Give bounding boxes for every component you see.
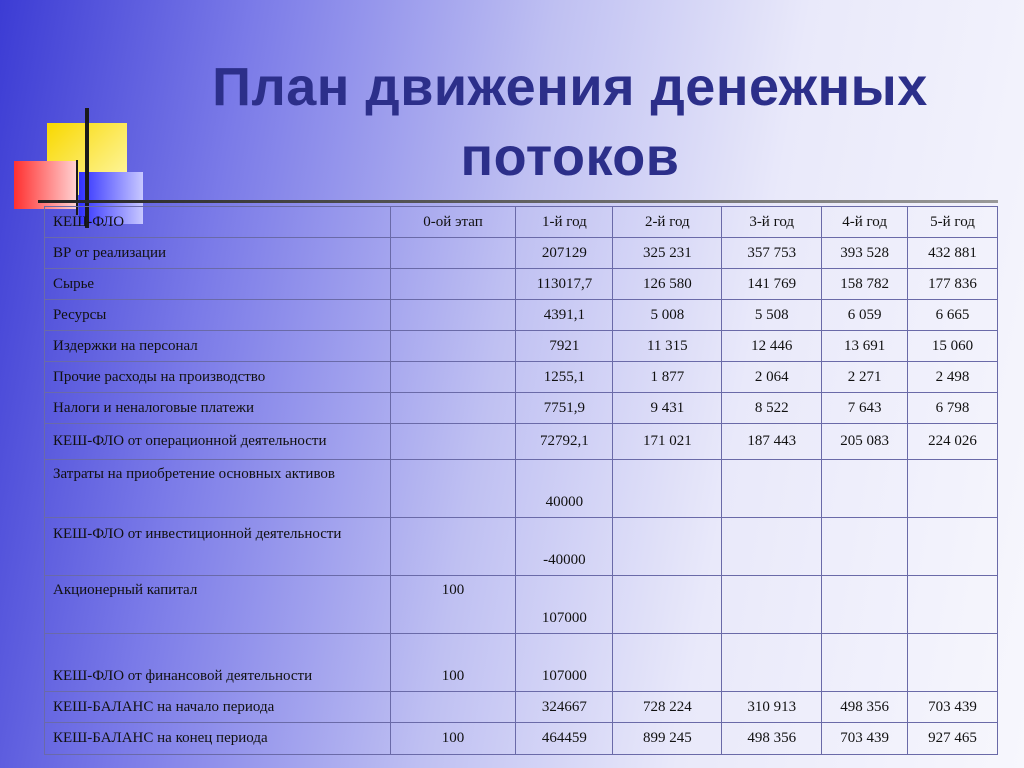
table-row [45,518,998,576]
table-cell: 7921 [516,331,613,362]
table-cell: 2 498 [908,362,998,393]
title-line-2: потоков [460,127,680,187]
table-cell: 158 782 [822,269,908,300]
table-cell [822,460,908,518]
table-cell: 100 [390,723,516,755]
table-cell [722,460,822,518]
table-cell: 1255,1 [516,362,613,393]
table-cell [390,518,516,576]
table-cell: 72792,1 [516,424,613,460]
table-row [45,424,998,460]
table-cell: 703 439 [908,692,998,723]
table-cell: 5 008 [613,300,722,331]
table-cell: 171 021 [613,424,722,460]
table-cell: 2 271 [822,362,908,393]
table-cell: 310 913 [722,692,822,723]
header-cell: 3-й год [722,207,822,238]
table-row [45,692,998,723]
table-cell [390,362,516,393]
table-cell: 11 315 [613,331,722,362]
row-label: Затраты на приобретение основных активов [45,460,391,518]
header-cell: 1-й год [516,207,613,238]
header-cell: КЕШ-ФЛО [45,207,391,238]
row-label: КЕШ-ФЛО от финансовой деятельности [45,634,391,692]
row-label: КЕШ-ФЛО от операционной деятельности [45,424,391,460]
table-cell: 8 522 [722,393,822,424]
row-label: Ресурсы [45,300,391,331]
table-cell: 12 446 [722,331,822,362]
table-cell: 9 431 [613,393,722,424]
table-cell [613,576,722,634]
table-cell [722,634,822,692]
table-cell: 141 769 [722,269,822,300]
table-cell: 126 580 [613,269,722,300]
table-cell: 13 691 [822,331,908,362]
table-cell [908,518,998,576]
table-cell: 1 877 [613,362,722,393]
table-cell [390,269,516,300]
slide-title [150,52,990,192]
row-label: ВР от реализации [45,238,391,269]
row-label: Издержки на персонал [45,331,391,362]
decor-horizontal-line [38,200,998,203]
row-label: Прочие расходы на производство [45,362,391,393]
table-cell [390,331,516,362]
table-row [45,300,998,331]
row-label: КЕШ-БАЛАНС на конец периода [45,723,391,755]
table-cell: 7 643 [822,393,908,424]
table-row [45,576,998,634]
table-cell: 7751,9 [516,393,613,424]
cash-flow-table [44,206,998,755]
table-cell: 2 064 [722,362,822,393]
table-cell: 205 083 [822,424,908,460]
table-cell [390,460,516,518]
table-cell: 187 443 [722,424,822,460]
table-cell: 498 356 [722,723,822,755]
table-cell [613,460,722,518]
row-label: Акционерный капитал [45,576,391,634]
table-cell [390,692,516,723]
table-row [45,238,998,269]
table-cell [390,238,516,269]
table-cell [822,518,908,576]
table-row [45,393,998,424]
table-cell: 324667 [516,692,613,723]
row-label: Налоги и неналоговые платежи [45,393,391,424]
table-cell: 100 [390,576,516,634]
table-row [45,634,998,692]
table-cell [613,634,722,692]
table-cell: 5 508 [722,300,822,331]
table-cell: 177 836 [908,269,998,300]
table-cell: 107000 [516,634,613,692]
table-cell [390,393,516,424]
table-row [45,460,998,518]
table-cell: 15 060 [908,331,998,362]
table-cell: 107000 [516,576,613,634]
table-cell: 113017,7 [516,269,613,300]
table-cell: 6 059 [822,300,908,331]
table-cell: 432 881 [908,238,998,269]
table-cell: 6 665 [908,300,998,331]
table-row [45,269,998,300]
table-cell: 224 026 [908,424,998,460]
header-cell: 2-й год [613,207,722,238]
header-cell: 5-й год [908,207,998,238]
table-cell [613,518,722,576]
table-cell: 4391,1 [516,300,613,331]
table-cell: 100 [390,634,516,692]
row-label: КЕШ-БАЛАНС на начало периода [45,692,391,723]
table-cell: 703 439 [822,723,908,755]
table-cell: 325 231 [613,238,722,269]
table-cell [908,576,998,634]
table-cell [390,300,516,331]
table-header-row [45,207,998,238]
table-cell [722,518,822,576]
table-cell: 40000 [516,460,613,518]
header-cell: 4-й год [822,207,908,238]
table-cell: 498 356 [822,692,908,723]
table-cell [822,634,908,692]
table-cell: 464459 [516,723,613,755]
table-row [45,331,998,362]
table-cell: 927 465 [908,723,998,755]
table-cell [908,460,998,518]
table-cell: 393 528 [822,238,908,269]
table-cell [722,576,822,634]
table-cell [390,424,516,460]
table-cell: 357 753 [722,238,822,269]
table-row [45,723,998,755]
table-cell: 6 798 [908,393,998,424]
table-row [45,362,998,393]
table-cell: -40000 [516,518,613,576]
header-cell: 0-ой этап [390,207,516,238]
table-cell: 899 245 [613,723,722,755]
row-label: Сырье [45,269,391,300]
table-cell [822,576,908,634]
table-cell: 728 224 [613,692,722,723]
row-label: КЕШ-ФЛО от инвестиционной деятельности [45,518,391,576]
table-cell [908,634,998,692]
title-line-1: План движения денежных [212,57,928,117]
table-cell: 207129 [516,238,613,269]
